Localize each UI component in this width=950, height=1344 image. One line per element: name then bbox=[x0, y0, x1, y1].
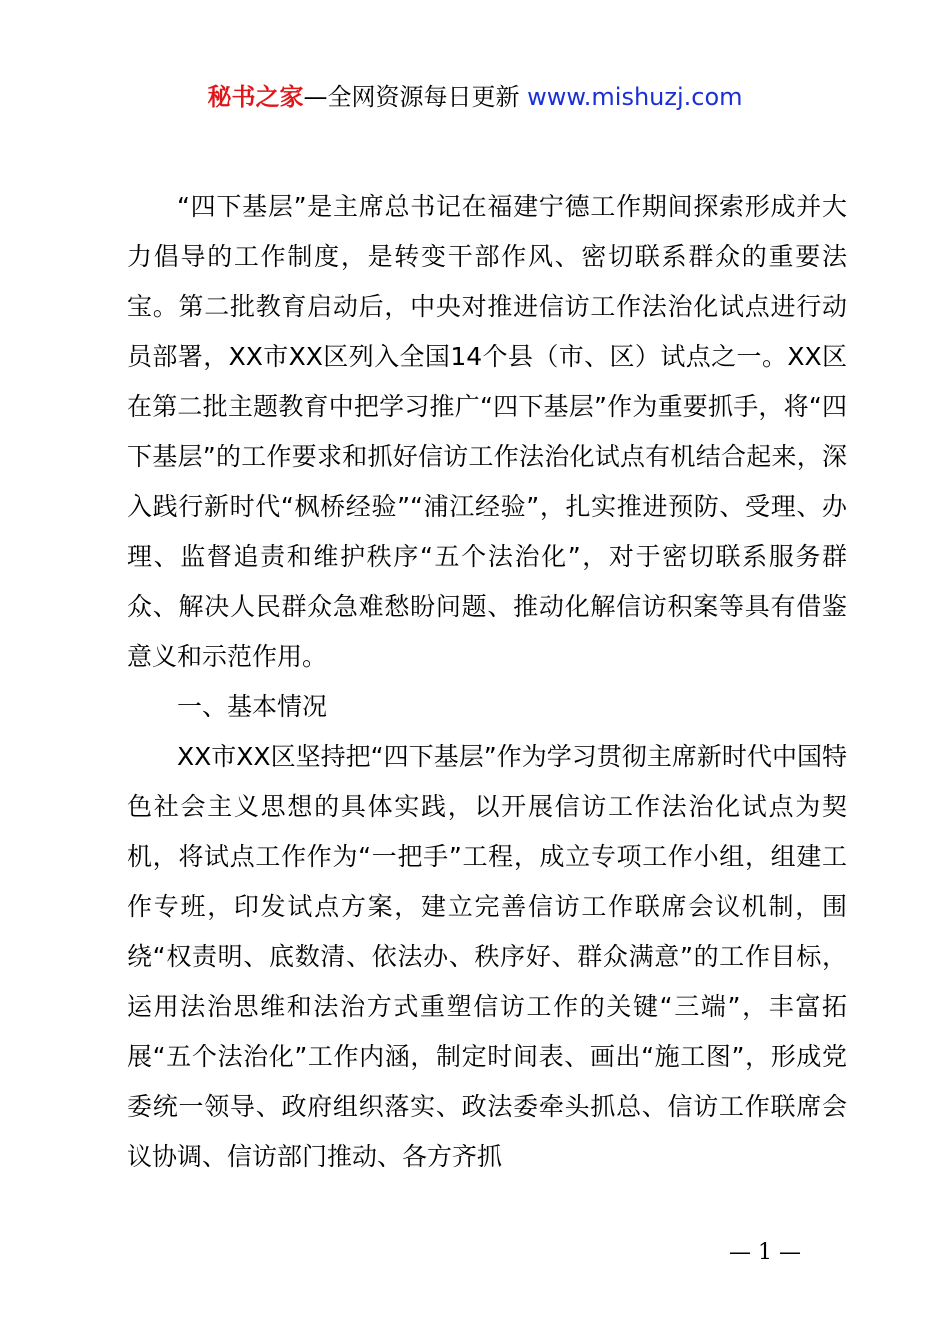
site-header bbox=[0, 80, 950, 114]
site-tagline: —全网资源每日更新 bbox=[303, 83, 528, 111]
site-url-link[interactable]: www.mishuzj.com bbox=[527, 83, 743, 111]
document-body bbox=[127, 182, 847, 1182]
page-number: — 1 — bbox=[729, 1240, 801, 1265]
section-heading: 一、基本情况 bbox=[177, 692, 328, 721]
intro-paragraph: “四下基层”是主席总书记在福建宁德工作期间探索形成并大力倡导的工作制度，是转变干部作风、密切联系群众的重要法宝。第二批教育启动后，中央对推进信访工作法治化试点进行动员部署，XX市XX区列入全国14个县（市、区）试点之一。XX区在第二批主题教育中把学习推广“四下基层”作为重要抓手，将“四下基层”的工作要求和抓好信访工作法治化试点有机结合起来，深入践行新时代“枫桥经验”“浦江经验”，扎实推进预防、受理、办理、监督追责和维护秩序“五个法治化”，对于密切联系服务群众、解决人民群众急难愁盼问题、推动化解信访积案等具有借鉴意义和示范作用。 bbox=[127, 192, 847, 671]
section-paragraph: XX市XX区坚持把“四下基层”作为学习贯彻主席新时代中国特色社会主义思想的具体实践，以开展信访工作法治化试点为契机，将试点工作作为“一把手”工程，成立专项工作小组，组建工作专班，印发试点方案，建立完善信访工作联席会议机制，围绕“权责明、底数清、依法办、秩序好、群众满意”的工作目标，运用法治思维和法治方式重塑信访工作的关键“三端”，丰富拓展“五个法治化”工作内涵，制定时间表、画出“施工图”，形成党委统一领导、政府组织落实、政法委牵头抓总、信访工作联席会议协调、信访部门推动、各方齐抓 bbox=[127, 742, 847, 1171]
site-brand: 秘书之家 bbox=[207, 83, 304, 111]
